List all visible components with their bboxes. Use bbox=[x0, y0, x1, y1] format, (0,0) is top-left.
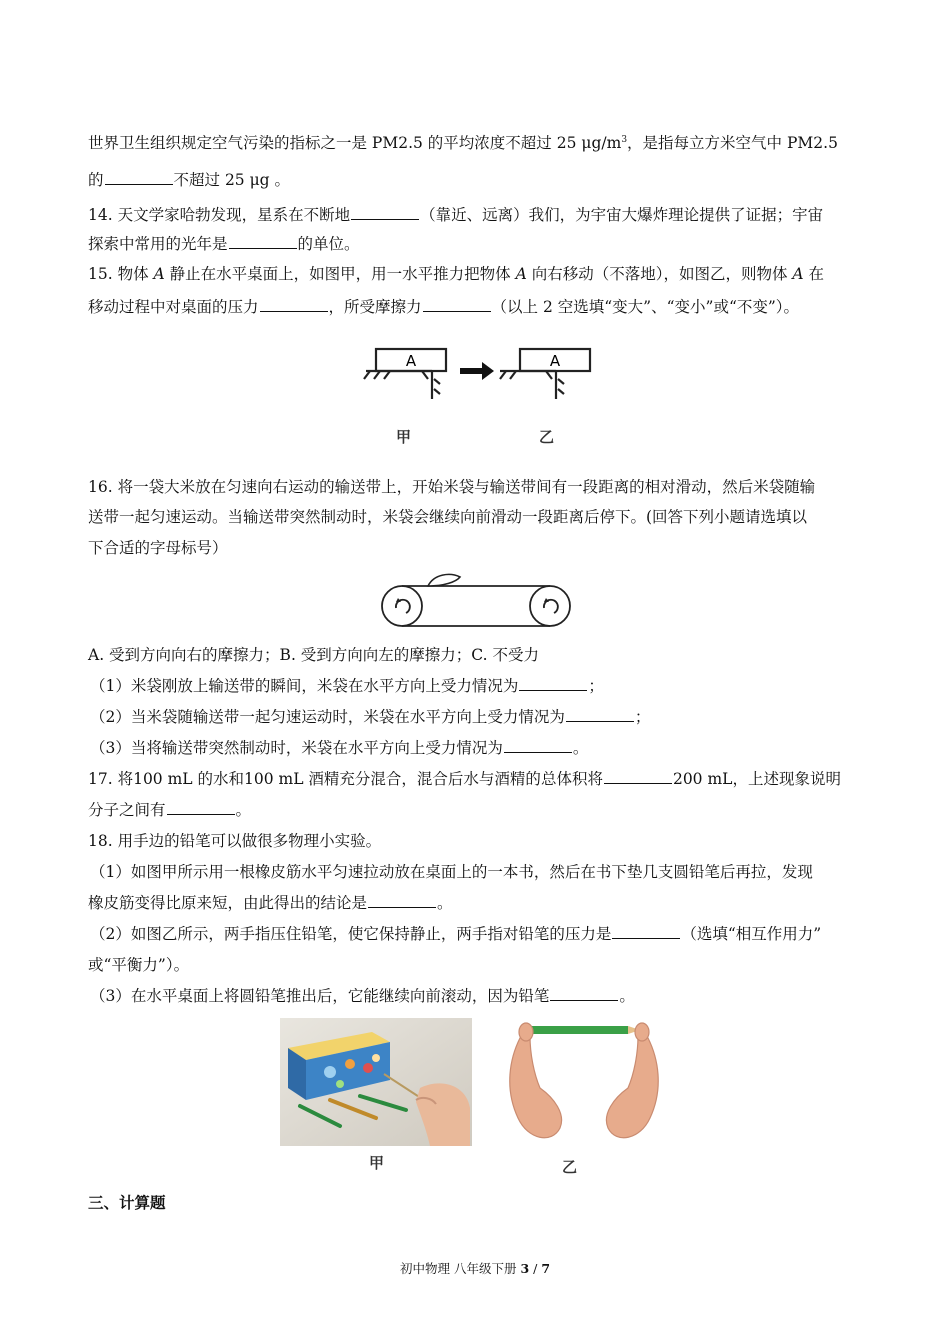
q18-caption-yi: 乙 bbox=[562, 1158, 578, 1176]
q15-line-1: 15. 物体 A 静止在水平桌面上，如图甲，用一水平推力把物体 A 向右移动（不落地），如图乙，则物体 A 在 bbox=[88, 265, 825, 283]
answer-blank bbox=[423, 297, 491, 312]
q16-line-3: 下合适的字母标号） bbox=[88, 539, 228, 557]
q16-line-2: 送带一起匀速运动。当输送带突然制动时，米袋会继续向前滑动一段距离后停下。(回答下列小题请选填以 bbox=[88, 508, 808, 526]
right-hand bbox=[606, 1036, 658, 1138]
q18-sub1-line-2: 橡皮筋变得比原来短，由此得出的结论是 。 bbox=[88, 894, 453, 912]
q16-line-1: 16. 将一袋大米放在匀速向右运动的输送带上，开始米袋与输送带间有一段距离的相对滑动，然后米袋随输 bbox=[88, 478, 816, 496]
q16-sub-2: （2）当米袋随输送带一起匀速运动时，米袋在水平方向上受力情况为 ； bbox=[90, 708, 651, 726]
answer-blank bbox=[368, 893, 436, 908]
table-left bbox=[364, 371, 440, 399]
q14-line-2: 探索中常用的光年是 的单位。 bbox=[88, 235, 360, 253]
book-pencils-photo bbox=[280, 1018, 472, 1146]
left-pulley bbox=[382, 586, 422, 626]
q15-caption-jia: 甲 bbox=[396, 428, 412, 446]
push-arrow bbox=[460, 362, 494, 380]
right-pulley bbox=[530, 586, 570, 626]
rice-bag bbox=[428, 574, 460, 586]
q14-line-1: 14. 天文学家哈勃发现，星系在不断地 （靠近、远离）我们，为宇宙大爆炸理论提供了证据；宇宙 bbox=[88, 206, 824, 224]
q17-line-2: 分子之间有 。 bbox=[88, 801, 252, 819]
answer-blank bbox=[105, 170, 173, 185]
answer-blank bbox=[167, 800, 235, 815]
page-total: 7 bbox=[541, 1261, 551, 1276]
q15-caption-yi: 乙 bbox=[539, 428, 555, 446]
answer-blank bbox=[519, 676, 587, 691]
q18-caption-jia: 甲 bbox=[369, 1154, 385, 1172]
q13-line-2: 的 不超过 25 μg 。 bbox=[88, 171, 291, 189]
q18-sub2-line-2: 或“平衡力”）。 bbox=[88, 956, 190, 974]
answer-blank bbox=[604, 769, 672, 784]
answer-blank bbox=[612, 924, 680, 939]
q18-sub3: （3）在水平桌面上将圆铅笔推出后，它能继续向前滚动，因为铅笔 。 bbox=[90, 987, 635, 1005]
answer-blank bbox=[566, 707, 634, 722]
answer-blank bbox=[260, 297, 328, 312]
q15-figure bbox=[360, 343, 600, 415]
block-a-label-right: A bbox=[549, 352, 561, 370]
q17-line-1: 17. 将100 mL 的水和100 mL 酒精充分混合，混合后水与酒精的总体积将 200 mL，上述现象说明 bbox=[88, 770, 841, 788]
conveyor-figure bbox=[378, 572, 574, 632]
left-hand bbox=[510, 1036, 562, 1138]
pencil-body bbox=[530, 1026, 628, 1034]
page-footer: 初中物理 八年级下册 3 / 7 bbox=[399, 1261, 551, 1276]
answer-blank bbox=[229, 234, 297, 249]
fingers-pencil-photo bbox=[500, 1018, 668, 1148]
q15-line-2: 移动过程中对桌面的压力 ，所受摩擦力 （以上 2 空选填“变大”、“变小”或“不变”）。 bbox=[88, 298, 800, 316]
answer-blank bbox=[550, 986, 618, 1001]
q16-sub-1: （1）米袋刚放上输送带的瞬间，米袋在水平方向上受力情况为 ； bbox=[90, 677, 604, 695]
q16-options: A. 受到方向向右的摩擦力；B. 受到方向向左的摩擦力；C. 不受力 bbox=[88, 646, 539, 664]
answer-blank bbox=[504, 738, 572, 753]
table-right bbox=[500, 371, 564, 399]
q18-sub2-line-1: （2）如图乙所示，两手指压住铅笔，使它保持静止，两手指对铅笔的压力是 （选填“相互作用力” bbox=[90, 925, 822, 943]
block-a-label-left: A bbox=[405, 352, 417, 370]
section-3-heading: 三、计算题 bbox=[88, 1193, 166, 1212]
q16-sub-3: （3）当将输送带突然制动时，米袋在水平方向上受力情况为 。 bbox=[90, 739, 589, 757]
answer-blank bbox=[351, 205, 419, 220]
q18-sub1-line-1: （1）如图甲所示用一根橡皮筋水平匀速拉动放在桌面上的一本书，然后在书下垫几支圆铅笔后再拉，发现 bbox=[90, 863, 813, 881]
q18-title: 18. 用手边的铅笔可以做很多物理小实验。 bbox=[88, 832, 382, 850]
page-number: 3 bbox=[520, 1261, 530, 1276]
q13-line-1: 世界卫生组织规定空气污染的指标之一是 PM2.5 的平均浓度不超过 25 $\mu g/m^3$，是指每立方米空气中 PM2.5 bbox=[88, 134, 838, 153]
